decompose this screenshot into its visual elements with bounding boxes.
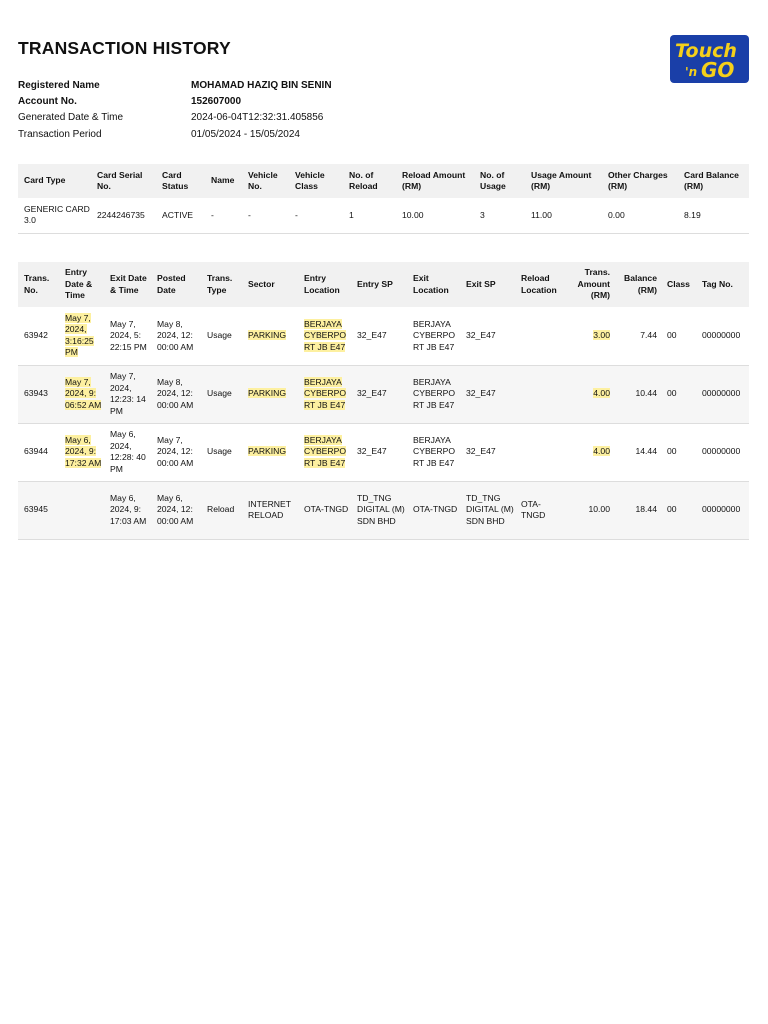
other-charges-cell: 0.00: [608, 209, 625, 220]
reload-location-cell: [515, 307, 564, 365]
col-posted-date: Posted Date: [151, 262, 201, 307]
trans-type-cell: Usage: [207, 330, 232, 340]
col-class: Class: [661, 262, 696, 307]
posted-date-cell: May 8, 2024, 12: 00:00 AM: [157, 376, 194, 410]
vehicle-class-cell: -: [295, 209, 298, 220]
usage-amount-cell: 11.00: [531, 209, 552, 220]
col-sector: Sector: [242, 262, 298, 307]
trans-amount-highlight: 3.00: [593, 330, 610, 340]
entry-location-highlight: BERJAYA CYBERPO RT JB E47: [304, 318, 347, 352]
logo-text-go: GO: [701, 58, 735, 82]
entry-date-cell: [59, 365, 104, 423]
trans-amount-cell: [564, 307, 614, 365]
entry-sp-cell: 32_E47: [357, 388, 387, 399]
reload-location-cell: [515, 423, 564, 481]
col-vehicle-class: Vehicle Class: [289, 164, 343, 198]
col-card-status: Card Status: [156, 164, 205, 198]
card-balance-cell: 8.19: [684, 209, 701, 220]
trans-amount-cell: [564, 365, 614, 423]
trans-amount-highlight: 4.00: [593, 388, 610, 399]
col-entry-sp: Entry SP: [351, 262, 407, 307]
reload-location-cell: OTA-TNGD: [521, 498, 546, 520]
sector-highlight: PARKING: [248, 388, 287, 399]
table-row: [18, 307, 749, 365]
entry-sp-cell: 32_E47: [357, 446, 387, 457]
exit-date-cell: May 6, 2024, 9: 17:03 AM: [110, 492, 147, 526]
transaction-period-label: Transaction Period: [18, 129, 102, 140]
col-trans-no: Trans. No.: [18, 262, 59, 307]
entry-date-highlight: May 7, 2024, 3:16:25 PM: [65, 312, 94, 358]
col-other-charges: Other Charges (RM): [602, 164, 678, 198]
generated-date-label: Generated Date & Time: [18, 112, 124, 123]
logo-text-n: 'n: [685, 65, 698, 79]
sector-cell: [242, 365, 298, 423]
tag-no-cell: 00000000: [702, 388, 741, 399]
touch-n-go-logo: [670, 35, 749, 83]
registered-name-label: Registered Name: [18, 80, 100, 91]
col-card-serial: Card Serial No.: [91, 164, 156, 198]
card-type-cell: GENERIC CARD 3.0: [24, 203, 90, 226]
col-card-balance: Card Balance (RM): [678, 164, 749, 198]
trans-no-cell: 63945: [24, 504, 48, 515]
posted-date-cell: May 6, 2024, 12: 00:00 AM: [157, 492, 194, 526]
col-trans-type: Trans. Type: [201, 262, 242, 307]
col-tag-no: Tag No.: [696, 262, 749, 307]
transaction-table: [18, 262, 749, 540]
posted-date-cell: May 7, 2024, 12: 00:00 AM: [157, 434, 194, 468]
balance-cell: 14.44: [635, 446, 657, 457]
table-row: [18, 423, 749, 481]
vehicle-no-cell: -: [248, 209, 251, 220]
entry-sp-cell: TD_TNG DIGITAL (M) SDN BHD: [357, 492, 405, 526]
table-row: [18, 198, 749, 233]
trans-amount-cell: 10.00: [588, 504, 610, 515]
col-no-of-reload: No. of Reload: [343, 164, 396, 198]
trans-type-cell: Usage: [207, 446, 232, 457]
entry-sp-cell: 32_E47: [357, 330, 387, 340]
col-entry-location: Entry Location: [298, 262, 351, 307]
entry-date-cell: [59, 307, 104, 365]
sector-highlight: PARKING: [248, 330, 287, 340]
col-reload-amount: Reload Amount (RM): [396, 164, 474, 198]
sector-highlight: PARKING: [248, 446, 287, 457]
entry-date-highlight: May 7, 2024, 9: 06:52 AM: [65, 376, 102, 410]
balance-cell: 10.44: [635, 388, 657, 399]
sector-cell: INTERNET RELOAD: [248, 498, 291, 520]
trans-type-cell: Reload: [207, 504, 235, 515]
col-balance: Balance (RM): [614, 262, 661, 307]
entry-date-cell: [59, 481, 104, 539]
balance-cell: 7.44: [640, 330, 657, 340]
registered-name-value: MOHAMAD HAZIQ BIN SENIN: [191, 80, 332, 91]
trans-no-cell: 63942: [24, 330, 48, 340]
entry-date-highlight: May 6, 2024, 9: 17:32 AM: [65, 434, 102, 468]
sector-cell: [242, 307, 298, 365]
card-table-header: [18, 164, 749, 198]
exit-location-cell: OTA-TNGD: [413, 504, 458, 515]
entry-date-cell: [59, 423, 104, 481]
account-no-value: 152607000: [191, 96, 242, 107]
col-exit-location: Exit Location: [407, 262, 460, 307]
transaction-period-value: 01/05/2024 - 15/05/2024: [191, 129, 300, 140]
col-name: Name: [205, 164, 242, 198]
exit-sp-cell: TD_TNG DIGITAL (M) SDN BHD: [466, 492, 514, 526]
posted-date-cell: May 8, 2024, 12: 00:00 AM: [157, 318, 194, 352]
exit-location-cell: BERJAYA CYBERPO RT JB E47: [413, 376, 456, 410]
col-exit-sp: Exit SP: [460, 262, 515, 307]
reload-location-cell: [515, 365, 564, 423]
col-card-type: Card Type: [18, 164, 91, 198]
col-trans-amount: Trans. Amount (RM): [564, 262, 614, 307]
class-cell: 00: [667, 504, 677, 515]
exit-date-cell: May 7, 2024, 12:23: 14 PM: [110, 371, 146, 416]
table-row: [18, 365, 749, 423]
class-cell: 00: [667, 388, 677, 399]
entry-location-cell: OTA-TNGD: [304, 504, 349, 515]
trans-no-cell: 63944: [24, 446, 48, 457]
tag-no-cell: 00000000: [702, 446, 741, 457]
logo-text-touch: Touch: [675, 40, 737, 62]
exit-date-cell: May 6, 2024, 12:28: 40 PM: [110, 429, 146, 474]
col-vehicle-no: Vehicle No.: [242, 164, 289, 198]
entry-location-cell: [298, 365, 351, 423]
trans-no-cell: 63943: [24, 388, 48, 399]
class-cell: 00: [667, 446, 677, 457]
exit-sp-cell: 32_E47: [466, 330, 496, 340]
entry-location-cell: [298, 423, 351, 481]
name-cell: -: [211, 209, 214, 220]
col-no-of-usage: No. of Usage: [474, 164, 525, 198]
tag-no-cell: 00000000: [702, 504, 741, 515]
trans-type-cell: Usage: [207, 388, 232, 399]
exit-location-cell: BERJAYA CYBERPO RT JB E47: [413, 434, 456, 468]
generated-date-value: 2024-06-04T12:32:31.405856: [191, 112, 324, 123]
exit-sp-cell: 32_E47: [466, 446, 496, 457]
col-entry-date: Entry Date & Time: [59, 262, 104, 307]
col-reload-location: Reload Location: [515, 262, 564, 307]
col-exit-date: Exit Date & Time: [104, 262, 151, 307]
card-status-cell: ACTIVE: [162, 209, 194, 220]
col-usage-amount: Usage Amount (RM): [525, 164, 602, 198]
trans-amount-highlight: 4.00: [593, 446, 610, 457]
transaction-table-header: [18, 262, 749, 307]
trans-amount-cell: [564, 423, 614, 481]
no-of-reload-cell: 1: [349, 209, 354, 220]
entry-location-highlight: BERJAYA CYBERPO RT JB E47: [304, 376, 347, 410]
account-no-label: Account No.: [18, 96, 77, 107]
card-summary-table: [18, 164, 749, 234]
reload-amount-cell: 10.00: [402, 209, 424, 220]
exit-sp-cell: 32_E47: [466, 388, 496, 399]
table-row: [18, 481, 749, 539]
no-of-usage-cell: 3: [480, 209, 485, 220]
exit-date-cell: May 7, 2024, 5: 22:15 PM: [110, 318, 147, 352]
page-title: TRANSACTION HISTORY: [18, 38, 231, 58]
entry-location-highlight: BERJAYA CYBERPO RT JB E47: [304, 434, 347, 468]
tag-no-cell: 00000000: [702, 330, 741, 340]
class-cell: 00: [667, 330, 677, 340]
card-serial-cell: 2244246735: [97, 209, 145, 220]
exit-location-cell: BERJAYA CYBERPO RT JB E47: [413, 318, 456, 352]
sector-cell: [242, 423, 298, 481]
balance-cell: 18.44: [635, 504, 657, 515]
entry-location-cell: [298, 307, 351, 365]
